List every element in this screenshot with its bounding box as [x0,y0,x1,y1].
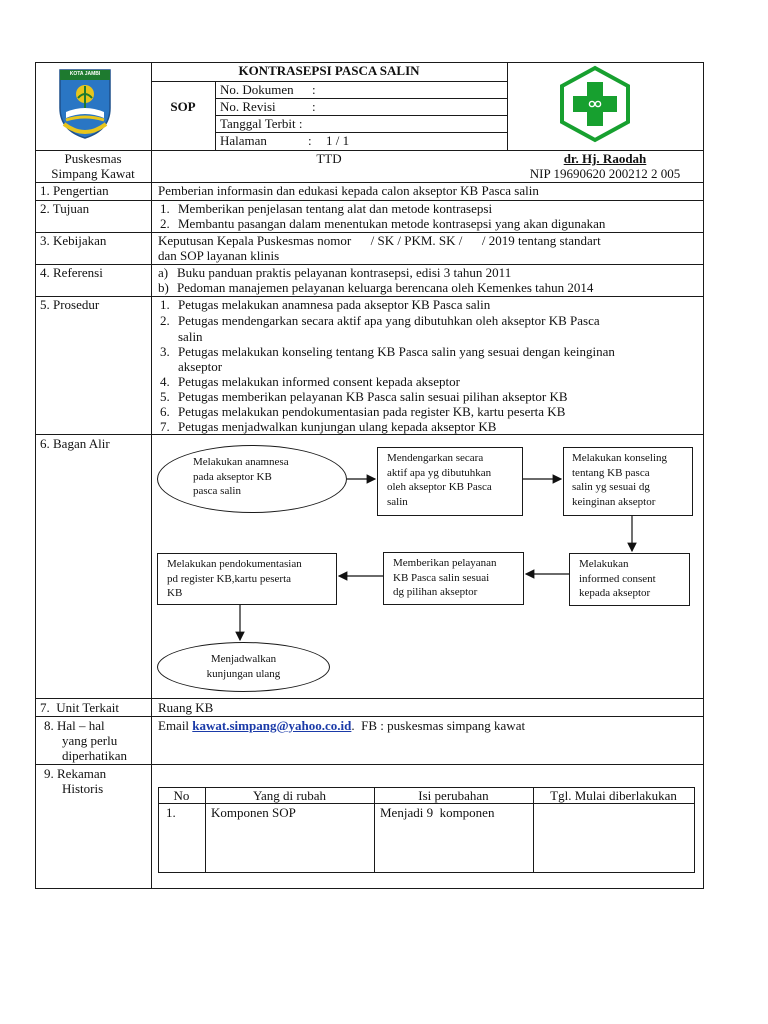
list-item: 7. Petugas menjadwalkan kunjungan ulang kepada akseptor KB [160,419,497,434]
email-link[interactable]: kawat.simpang@yahoo.co.id [192,718,352,733]
label-kebijakan: 3. Kebijakan [40,233,107,248]
label-referensi: 4. Referensi [40,265,103,280]
list-item: a) Buku panduan praktis pelayanan kontrasepsi, edisi 3 tahun 2011 [158,265,512,280]
list-item: 6. Petugas melakukan pendokumentasian pada register KB, kartu peserta KB [160,404,566,419]
list-item: 2. Petugas mendengarkan secara aktif apa yang dibutuhkan oleh akseptor KB Pasca salin [160,313,600,344]
ttd-label: TTD [316,151,342,166]
list-item: 4. Petugas melakukan informed consent kepada akseptor [160,374,460,389]
flow-node-dokumentasi: Melakukan pendokumentasian pd register KB,kartu peserta KB [157,553,337,605]
flow-node-jadwal: Menjadwalkan kunjungan ulang [157,642,330,692]
list-item: 2. Membantu pasangan dalam menentukan metode kontrasepsi yang akan digunakan [160,216,606,231]
pengertian-text: Pemberian informasin dan edukasi kepada calon akseptor KB Pasca salin [158,183,539,198]
label-rekaman: 9. Rekaman Historis [44,766,107,796]
flow-node-pelayanan: Memberikan pelayanan KB Pasca salin sesuai dg pilihan akseptor [383,552,524,605]
list-item: 5. Petugas memberikan pelayanan KB Pasca salin sesuai pilihan akseptor KB [160,389,568,404]
flow-node-anamnesa: Melakukan anamnesa pada akseptor KB pasca salin [157,445,347,513]
label-unit-terkait: 7. Unit Terkait [40,700,120,715]
list-item: b) Pedoman manajemen pelayanan keluarga berencana oleh Kemenkes tahun 2014 [158,280,594,295]
doc-field-row: Halaman : 1 / 1 [220,133,350,148]
flow-node-mendengarkan: Mendengarkan secara aktif apa yg dibutuhkan oleh akseptor KB Pasca salin [377,447,523,516]
doc-field-row: No. Dokumen : [220,82,316,97]
list-item: 3. Petugas melakukan konseling tentang KB Pasca salin yang sesuai dengan keinginan akseptor [160,344,615,374]
kebijakan-line2: dan SOP layanan klinis [158,248,280,263]
unit-terkait-text: Ruang KB [158,700,214,715]
doc-field-row: No. Revisi : [220,99,316,114]
list-item: 1. Petugas melakukan anamnesa pada akseptor KB Pasca salin [160,297,491,312]
label-bagan-alir: 6. Bagan Alir [40,436,110,451]
label-pengertian: 1. Pengertian [40,183,109,198]
list-item: 1. Memberikan penjelasan tentang alat dan metode kontrasepsi [160,201,493,216]
label-tujuan: 2. Tujuan [40,201,90,216]
signer-name: dr. Hj. Raodah [563,151,647,166]
label-hal-hal: 8. Hal – hal yang perlu diperhatikan [44,718,127,763]
org-name: Puskesmas Simpang Kawat [51,151,135,181]
flow-node-informed-consent: Melakukan informed consent kepada akseptor [569,553,690,606]
flow-node-konseling: Melakukan konseling tentang KB pasca salin yg sesuai dg keinginan akseptor [563,447,693,516]
label-prosedur: 5. Prosedur [40,297,100,312]
contact-line: Email kawat.simpang@yahoo.co.id. FB : puskesmas simpang kawat [158,718,526,733]
kebijakan-line1: Keputusan Kepala Puskesmas nomor / SK / PKM. SK / / 2019 tentang standart [158,233,601,248]
document-title: KONTRASEPSI PASCA SALIN [238,63,420,78]
logo-ribbon-text: KOTA JAMBI [69,71,101,77]
doc-field-row: Tanggal Terbit : [220,116,303,131]
sop-label: SOP [170,99,196,114]
signer-nip: NIP 19690620 200212 2 005 [529,166,681,181]
